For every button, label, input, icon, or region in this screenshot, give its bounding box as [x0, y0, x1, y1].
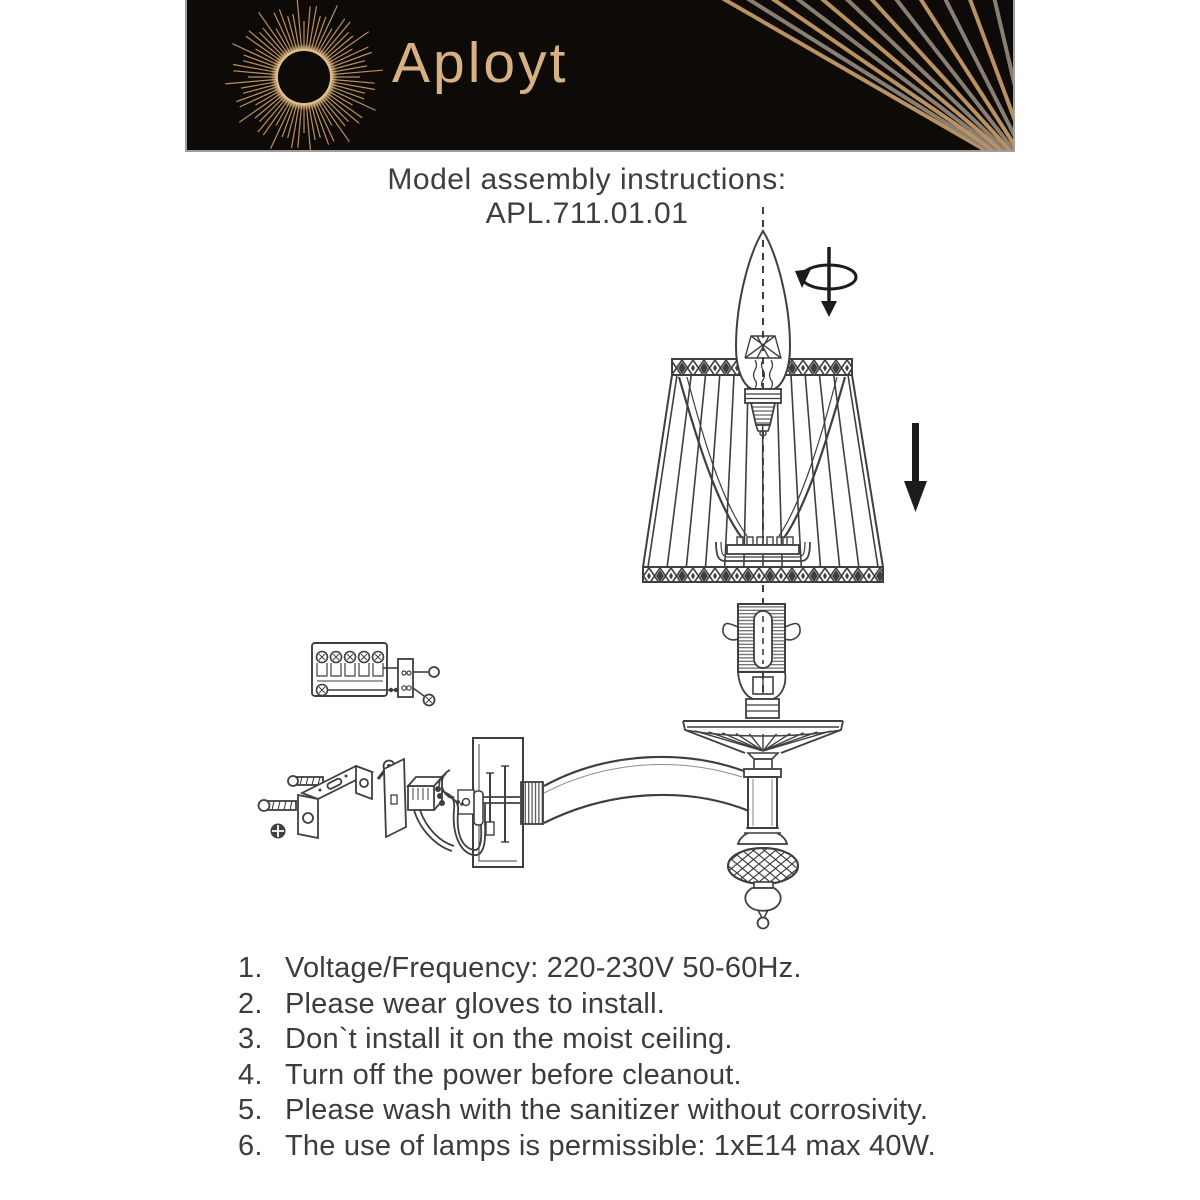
shade-hub	[716, 537, 810, 561]
header-banner	[185, 0, 1015, 152]
lamp-drawing	[259, 207, 928, 929]
instruction-text: Turn off the power before cleanout.	[285, 1058, 742, 1091]
instruction-item	[238, 1129, 936, 1165]
wiring-diagram	[312, 643, 439, 706]
instructions-list	[238, 951, 936, 1164]
assembly-diagram	[200, 200, 1000, 945]
instruction-number: 6.	[238, 1129, 263, 1162]
saucer	[683, 721, 843, 775]
instruction-text: Don`t install it on the moist ceiling.	[285, 1023, 733, 1055]
instruction-number: 2.	[238, 987, 263, 1020]
brand-text: Aployt	[392, 31, 569, 95]
instruction-number: 4.	[238, 1058, 263, 1091]
instruction-item	[238, 1058, 936, 1094]
page-title: Model assembly instructions:	[387, 163, 787, 196]
instruction-number: 1.	[238, 952, 263, 984]
mounting-hardware	[259, 759, 464, 851]
corner-ray-fan-decoration	[187, 0, 1013, 150]
instruction-number: 5.	[238, 1094, 263, 1126]
instruction-item	[238, 987, 936, 1023]
down-arrow-icon	[904, 423, 927, 512]
column-and-finial	[728, 769, 798, 929]
instruction-number: 3.	[238, 1023, 263, 1055]
instruction-item	[238, 1093, 936, 1129]
candle-bulb	[736, 231, 790, 436]
instruction-text: Please wear gloves to install.	[285, 987, 665, 1020]
socket-sleeve	[723, 604, 800, 718]
wall-mount-assembly	[439, 738, 749, 867]
instruction-text: Voltage/Frequency: 220-230V 50-60Hz.	[285, 952, 802, 984]
rotate-arrow-icon	[795, 247, 856, 317]
model-number: APL.711.01.01	[485, 197, 689, 230]
instruction-item	[238, 1022, 936, 1058]
instruction-text: Please wash with the sanitizer without corrosivity.	[285, 1094, 929, 1126]
instruction-item	[238, 951, 936, 987]
instruction-text: The use of lamps is permissible: 1xE14 max 40W.	[285, 1129, 936, 1162]
